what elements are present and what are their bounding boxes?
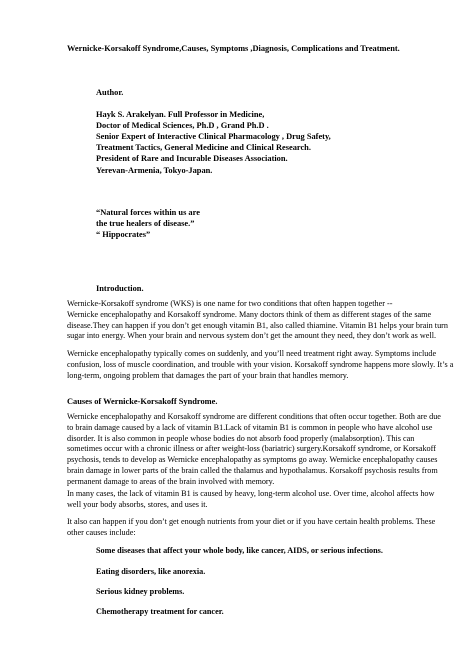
causes-paragraph — [67, 412, 447, 488]
text-line: confusion, loss of muscle coordination, and trouble with your vision. Korsakoff syndrome happens more slowly. It’s a — [67, 359, 454, 369]
quote-line: the true healers of disease.” — [96, 219, 195, 228]
cause-list-item: Chemotherapy treatment for cancer. — [96, 607, 224, 616]
author-heading: Author. — [96, 88, 124, 97]
author-line: Treatment Tactics, General Medicine and Clinical Research. — [96, 143, 311, 153]
text-line: Wernicke encephalopathy and Korsakoff syndrome are different conditions that often occur together. Both are due — [67, 412, 441, 421]
author-block — [96, 87, 426, 176]
introduction-paragraph — [67, 299, 447, 342]
text-line: to brain damage caused by a lack of vitamin B1.Lack of vitamin B1 is common in people who have alcohol use — [67, 422, 433, 432]
text-line: disorder. It is also common in people whose bodies do not absorb food properly (malabsorption). This can — [67, 433, 415, 443]
cause-list-item: Eating disorders, like anorexia. — [96, 567, 206, 576]
introduction-paragraph — [67, 349, 454, 381]
author-line: Hayk S. Arakelyan. Full Professor in Medicine, — [96, 110, 265, 120]
cause-list-item: Some diseases that affect your whole body, like cancer, AIDS, or serious infections. — [96, 546, 383, 555]
introduction-heading: Introduction. — [96, 284, 144, 293]
causes-paragraph — [67, 489, 447, 511]
text-line: Wernicke-Korsakoff syndrome (WKS) is one name for two conditions that often happen together -- — [67, 299, 393, 308]
author-line: Doctor of Medical Sciences, Ph.D , Grand Ph.D . — [96, 121, 269, 131]
text-line: It also can happen if you don’t get enough nutrients from your diet or if you have certain health problems. These — [67, 517, 436, 526]
text-line: brain damage in lower parts of the brain called the thalamus and hypothalamus. Korsakoff psychosis results from — [67, 465, 438, 475]
causes-paragraph — [67, 517, 447, 539]
quote-line: “Natural forces within us are — [96, 208, 200, 217]
cause-list-item: Serious kidney problems. — [96, 587, 185, 596]
text-line: Wernicke encephalopathy and Korsakoff syndrome. Many doctors think of them as different stages of the same — [67, 309, 432, 319]
quote-attribution: “ Hippocrates” — [96, 230, 151, 239]
text-line: permanent damage to areas of the brain involved with memory. — [67, 476, 275, 486]
text-line: long-term, ongoing problem that damages the part of your brain that handles memory. — [67, 370, 349, 380]
epigraph-quote — [96, 207, 296, 240]
text-line: disease.They can happen if you don’t get enough vitamin B1, also called thiamine. Vitamin B1 helps your brain turn — [67, 320, 448, 330]
document-title: Wernicke-Korsakoff Syndrome,Causes, Symptoms ,Diagnosis, Complications and Treatment. — [67, 44, 400, 53]
causes-heading: Causes of Wernicke-Korsakoff Syndrome. — [67, 397, 218, 406]
text-line: well your body absorbs, stores, and uses it. — [67, 499, 208, 509]
text-line: other causes include: — [67, 527, 136, 537]
text-line: Wernicke encephalopathy typically comes on suddenly, and you’ll need treatment right away. Symptoms include — [67, 349, 437, 358]
text-line: psychosis, tends to develop as Wernicke encephalopathy as symptoms go away. Wernicke encephalopathy causes — [67, 455, 438, 465]
author-line: Senior Expert of Interactive Clinical Pharmacology , Drug Safety, — [96, 132, 331, 142]
text-line: sometimes occur with a chronic illness or after weight-loss (bariatric) surgery.Korsakoff syndrome, or Korsakoff — [67, 444, 436, 454]
text-line: sugar into energy. When your brain and nervous system don’t get the amount they need, they don’t work as well. — [67, 331, 437, 341]
author-line: President of Rare and Incurable Diseases Association. — [96, 154, 288, 164]
author-line: Yerevan-Armenia, Tokyo-Japan. — [96, 165, 213, 175]
text-line: In many cases, the lack of vitamin B1 is caused by heavy, long-term alcohol use. Over time, alcohol affects how — [67, 489, 435, 498]
